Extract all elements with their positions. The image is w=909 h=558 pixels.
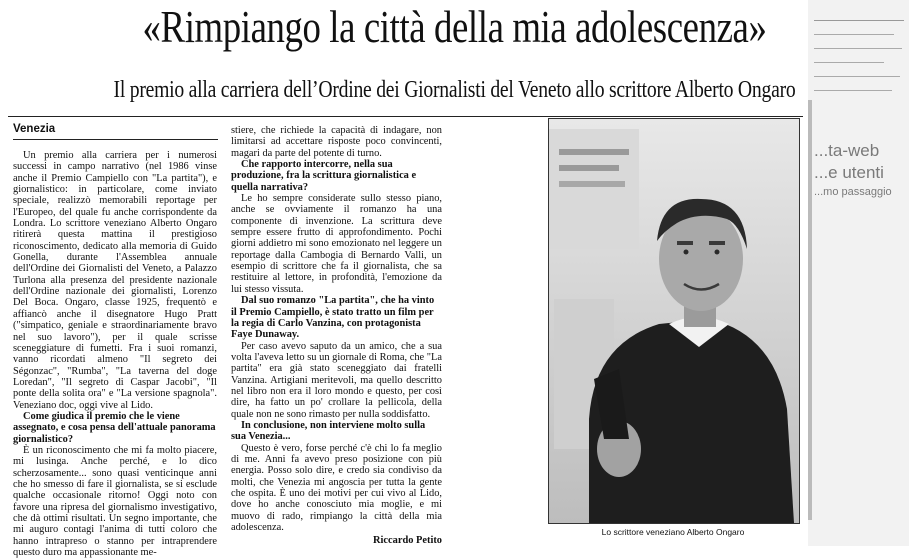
article-paragraph: Le ho sempre considerate sullo stesso piano, anche se ovviamente il romanzo ha una componente di invenzione. La scrittura deve sempre essere frutto di approfondimento. Pochi giorni addietro mi sono emozionato nel leggere un reportage dalla Cambogia di Bernardo Valli, un esempio di scrittore che fa il giornalista, che sa restituire al lettore, in profondità, l'emozione da lui stesso vissuta. — [231, 193, 442, 295]
bleed-line-1: ...ta-web — [814, 141, 880, 160]
article-paragraph: Questo è vero, forse perché c'è chi lo fa meglio di me. Anni fa avevo preso posizione con più energia. Posso solo dire, e credo sia condiviso da molti, che Venezia mi angoscia per tutta la gente che ospita. È uno dei motivi per cui vivo al Lido, dove ho anche conosciuto mia moglie, e mi muovo di rado, rimpiango la città della mia adolescenza. — [231, 442, 442, 534]
subheadline: Il premio alla carriera dell’Ordine dei Giornalisti del Veneto allo scrittore Alberto Ongaro — [113, 77, 796, 103]
bleed-line-3: ...mo passaggio — [814, 186, 892, 198]
dateline: Venezia — [13, 123, 56, 135]
article-paragraph: Un premio alla carriera per i numerosi successi in campo narrativo (nel 1986 vinse anche il Premio Campiello con "La partita"), e giornalistico: in particolare, come inviato speciale, realizzò memorabili reportage per l'Europeo, del quale fu anche corrispondente da Londra. Lo scrittore veneziano Alberto Ongaro ritirerà questa mattina il prestigioso riconoscimento, dedicato alla memoria di Guido Gonella, durante l'Assemblea annuale dell'Ordine dei Giornalisti del Veneto, a Palazzo Turlona alla presenza del presidente nazionale dell'Ordine nazionale dei giornalisti, Lorenzo Del Boca. Ongaro, classe 1925, frequentò e affiancò anche il disegnatore Hugo Pratt ("simpatico, geniale e straordinariamente bravo nel suo lavoro"), per il quale scrisse sceneggiature di fumetti. Fra i suoi romanzi, vanno ricordati almeno "Il segreto dei Ségonzac", "Rumba", "La taverna del doge Loredan", "Il segreto di Caspar Jacobi", "Il ponte della solita ora" e "La versione spagnola". Veneziano doc, oggi vive al Lido. — [13, 150, 217, 411]
interview-question: Dal suo romanzo "La partita", che ha vinto il Premio Campiello, è stato tratto un film per la regia di Carlo Vanzina, con protagonista Faye Dunaway. — [231, 295, 435, 341]
article-paragraph: È un riconoscimento che mi fa molto piacere, mi lusinga. Anche perché, e lo dico scherzosamente... sono quasi venticinque anni che ho smesso di fare il giornalista, se si esclude qualche occasionale ritorno! Oggi noto con favore una ripresa del giornalismo investigativo, che dà ottimi risultati. Un segno importante, che mi auguro contagi l'anima di tutti coloro che hanno intrapreso o stanno per intraprendere questo duro ma appassionante me- — [13, 444, 217, 558]
adjacent-article-bleed — [808, 0, 909, 546]
author-signature: Riccardo Petito — [373, 535, 442, 547]
photo-caption: Lo scrittore veneziano Alberto Ongaro — [601, 527, 745, 537]
headline: «Rimpiango la città della mia adolescenza» — [142, 1, 767, 52]
bleed-line-2: ...e utenti — [814, 163, 884, 182]
article-column-2 — [231, 125, 442, 547]
interview-question: In conclusione, non interviene molto sulla sua Venezia... — [231, 419, 426, 443]
article-paragraph: stiere, che richiede la capacità di indagare, non limitarsi ad accettare risposte poco convincenti, magari da parte del potente di turno. — [231, 125, 442, 159]
interview-question: Come giudica il premio che le viene assegnato, e cosa pensa dell'attuale panorama giornalistico? — [13, 410, 216, 445]
dateline-rule — [13, 139, 218, 140]
article-column-1 — [13, 150, 217, 558]
article-paragraph: Per caso avevo saputo da un amico, che a sua volta l'aveva letto su un giornale di Roma, che "La partita" era già stato sceneggiato dai fratelli Vanzina. Artigiani meritevoli, ma quello descritto nel libro non era il loro mondo e questo, per così dire, ha fatto un po' crollare la pellicola, della quale non ne sono rimasto per nulla soddisfatto. — [231, 340, 442, 420]
divider — [8, 116, 803, 117]
author-photo — [548, 118, 800, 524]
portrait-image — [549, 119, 799, 523]
interview-question: Che rapporto intercorre, nella sua produzione, fra la scrittura giornalistica e quella narrativa? — [231, 159, 417, 193]
